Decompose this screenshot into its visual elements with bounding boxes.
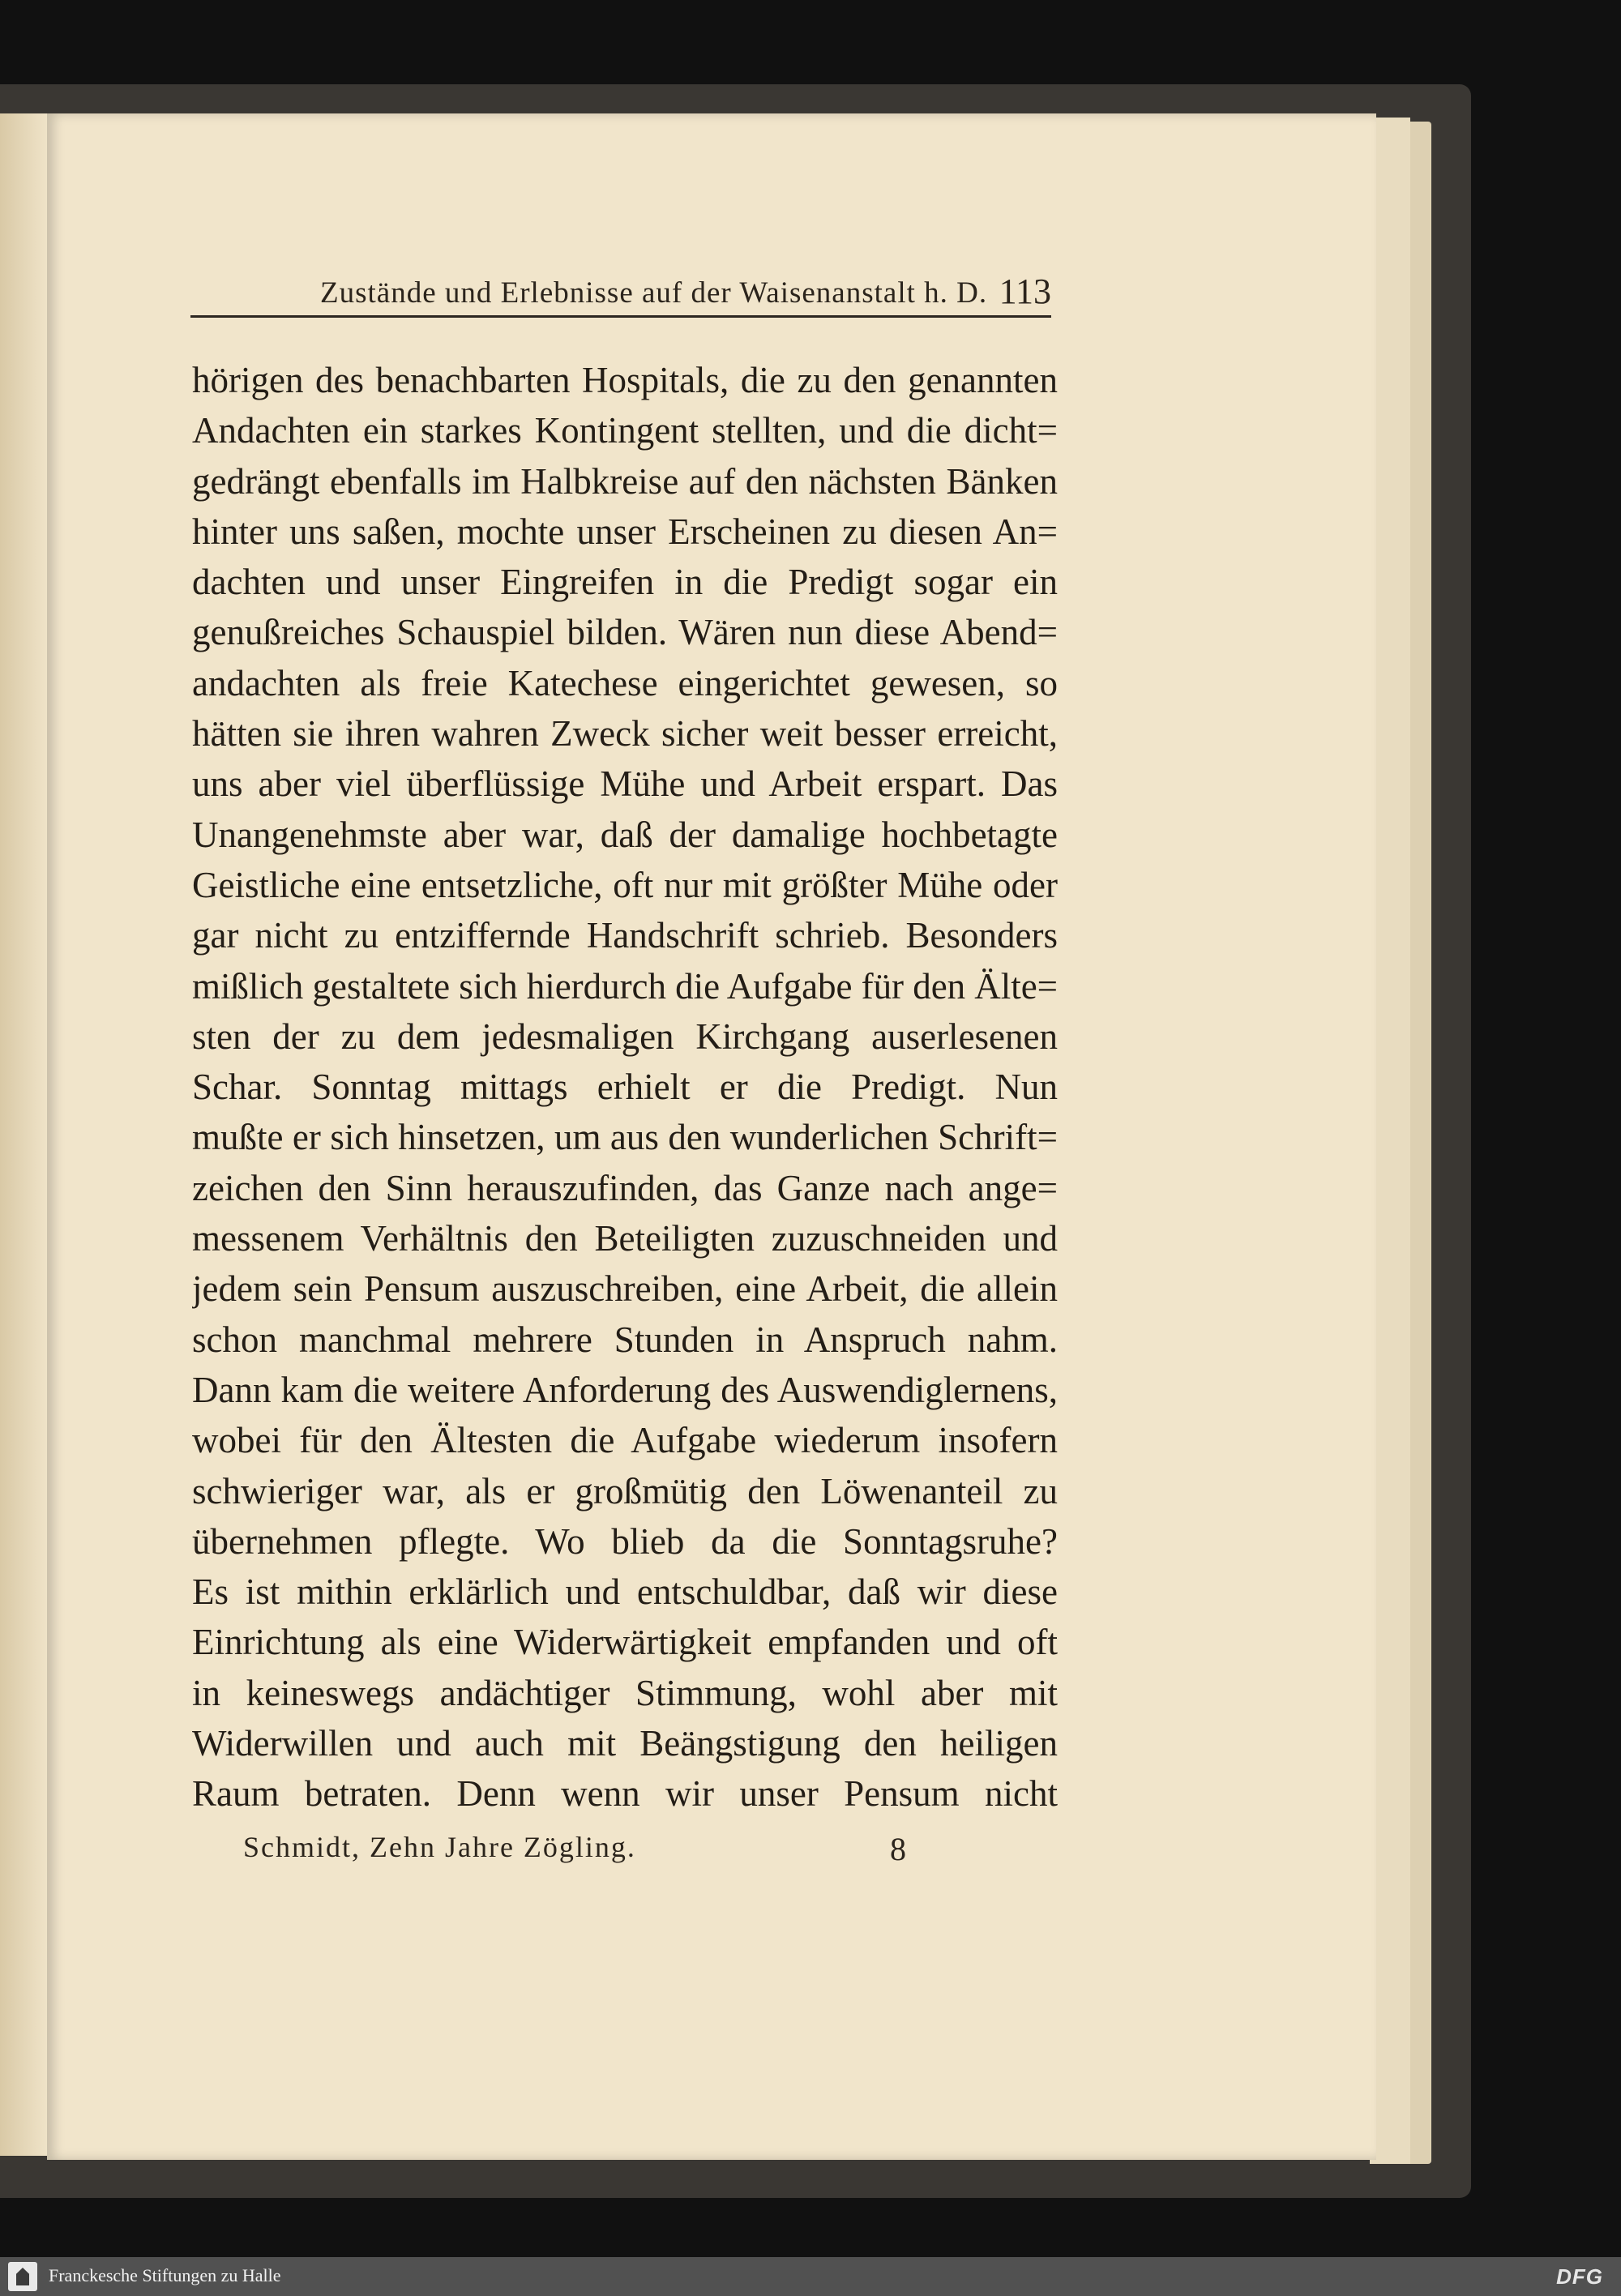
text-line: genußreiches Schauspiel bilden. Wären nun diese Abend= — [192, 612, 1058, 653]
text-line: in keineswegs andächtiger Stimmung, wohl aber mit — [192, 1672, 1058, 1713]
text-line: Dann kam die weitere Anforderung des Auswendiglernens, — [192, 1369, 1058, 1410]
franckesche-stiftungen-logo-icon[interactable] — [8, 2262, 37, 2291]
viewer-footer-bar — [0, 2257, 1621, 2296]
text-line: Raum betraten. Denn wenn wir unser Pensum nicht — [192, 1773, 1058, 1815]
text-line: Widerwillen und auch mit Beängstigung den heiligen — [192, 1723, 1058, 1764]
text-line: Unangenehmste aber war, daß der damalige hochbetagte — [192, 814, 1058, 855]
institution-name[interactable]: Franckesche Stiftungen zu Halle — [49, 2265, 281, 2285]
text-line: Schar. Sonntag mittags erhielt er die Predigt. Nun — [192, 1067, 1058, 1108]
text-line: dachten und unser Eingreifen in die Predigt sogar ein — [192, 562, 1058, 603]
running-header — [190, 263, 1051, 318]
text-line: hätten sie ihren wahren Zweck sicher weit besser erreicht, — [192, 713, 1058, 755]
text-line: Geistliche eine entsetzliche, oft nur mit größter Mühe oder — [192, 864, 1058, 905]
text-line: Einrichtung als eine Widerwärtigkeit empfanden und oft — [192, 1622, 1058, 1663]
text-line: gar nicht zu entziffernde Handschrift schrieb. Besonders — [192, 915, 1058, 956]
text-line: jedem sein Pensum auszuschreiben, eine Arbeit, die allein — [192, 1268, 1058, 1310]
running-header-title: Zustände und Erlebnisse auf der Waisenanstalt h. D. — [320, 276, 988, 310]
dfg-logo[interactable]: DFG — [1556, 2264, 1603, 2289]
text-line: zeichen den Sinn herauszufinden, das Ganze nach ange= — [192, 1167, 1058, 1208]
text-line: gedrängt ebenfalls im Halbkreise auf den nächsten Bänken — [192, 460, 1058, 502]
sheet-number: 8 — [890, 1831, 906, 1867]
text-line: hinter uns saßen, mochte unser Erscheinen zu diesen An= — [192, 511, 1058, 552]
text-line: messenem Verhältnis den Beteiligten zuzuschneiden und — [192, 1218, 1058, 1259]
text-line: hörigen des benachbarten Hospitals, die zu den genannten — [192, 360, 1058, 400]
text-line: mißlich gestaltete sich hierdurch die Aufgabe für den Älte= — [192, 965, 1058, 1007]
text-line: sten der zu dem jedesmaligen Kirchgang auserlesenen — [192, 1015, 1058, 1057]
text-line: übernehmen pflegte. Wo blieb da die Sonntagsruhe? — [192, 1520, 1058, 1562]
page-number: 113 — [999, 272, 1051, 311]
text-line: Andachten ein starkes Kontingent stellten, und die dicht= — [192, 410, 1058, 451]
text-line: schon manchmal mehrere Stunden in Anspruch nahm. — [192, 1319, 1058, 1360]
text-line: Es ist mithin erklärlich und entschuldbar, daß wir diese — [192, 1571, 1058, 1613]
body-text — [192, 355, 1058, 1819]
page-footer — [243, 1830, 932, 1872]
text-line: schwieriger war, als er großmütig den Löwenanteil zu — [192, 1470, 1058, 1511]
footer-signature: Schmidt, Zehn Jahre Zögling. — [243, 1831, 636, 1863]
text-line: mußte er sich hinsetzen, um aus den wunderlichen Schrift= — [192, 1117, 1058, 1158]
left-page-sliver — [0, 113, 47, 2156]
building-icon — [16, 2268, 29, 2285]
text-line: andachten als freie Katechese eingerichtet gewesen, so — [192, 662, 1058, 703]
text-line: wobei für den Ältesten die Aufgabe wiederum insofern — [192, 1420, 1058, 1461]
text-line: uns aber viel überflüssige Mühe und Arbeit erspart. Das — [192, 763, 1058, 805]
